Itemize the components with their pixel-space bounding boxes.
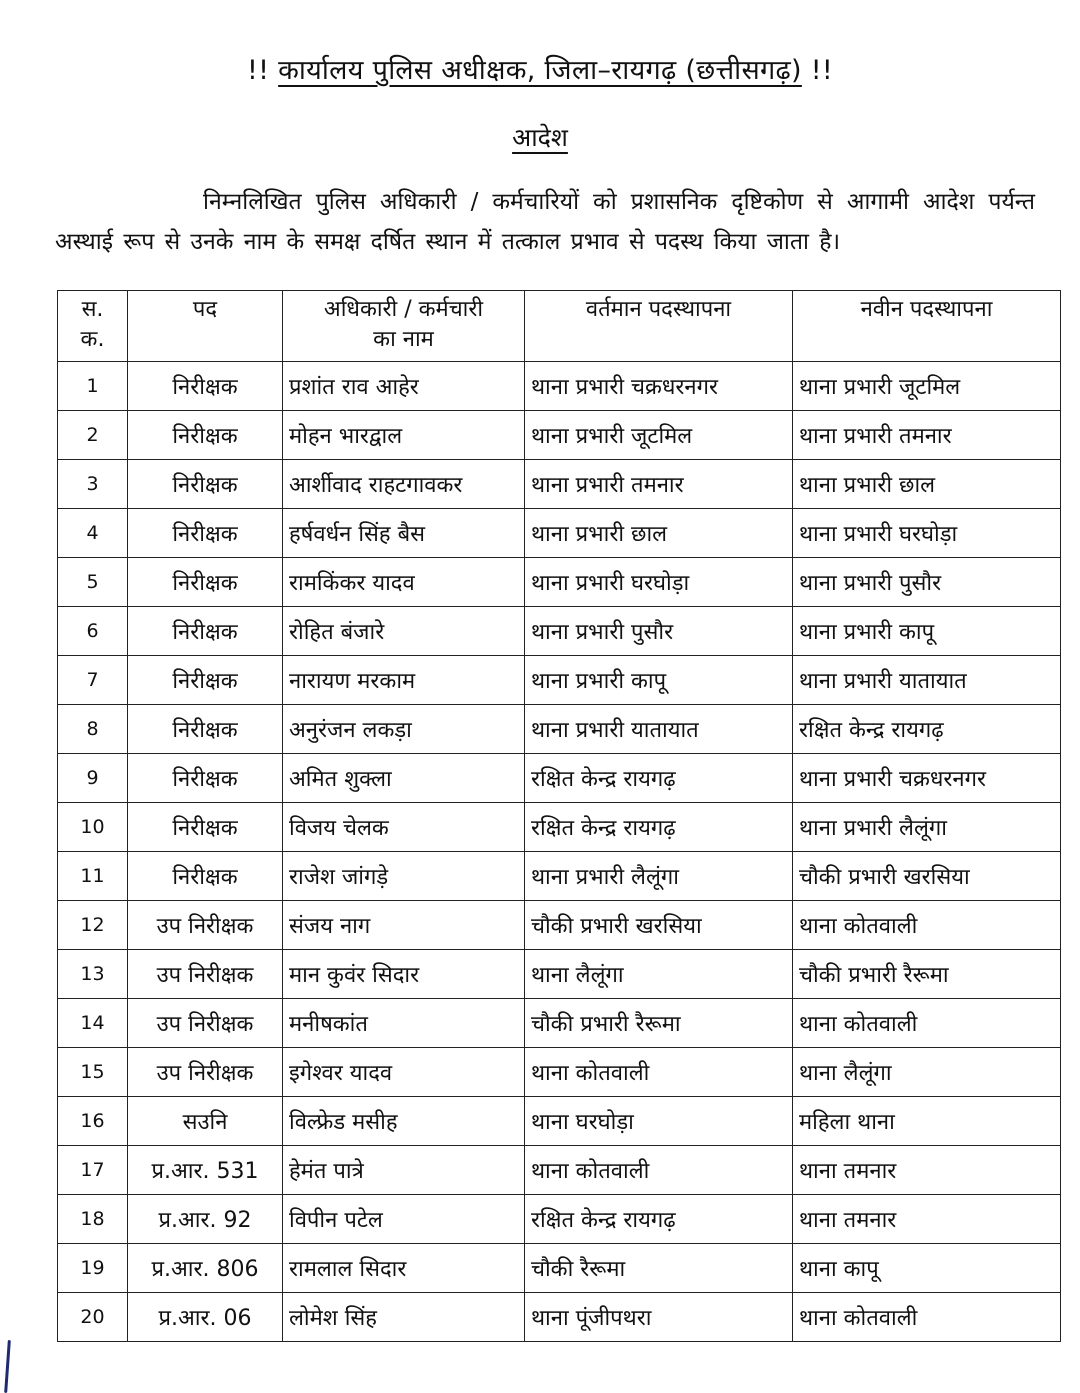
table-row [58,411,1061,460]
cell-current-posting: थाना प्रभारी लैलूंगा [525,852,793,901]
cell-serial: 14 [58,999,128,1048]
cell-post: निरीक्षक [128,705,283,754]
cell-serial: 6 [58,607,128,656]
cell-new-posting: रक्षित केन्द्र रायगढ़ [793,705,1061,754]
header-serial-line2: क. [80,327,105,352]
cell-new-posting: थाना कोतवाली [793,1293,1061,1342]
cell-serial: 3 [58,460,128,509]
cell-current-posting: थाना प्रभारी कापू [525,656,793,705]
heading-prefix: !! [247,55,270,86]
cell-serial: 15 [58,1048,128,1097]
cell-name: राजेश जांगड़े [283,852,525,901]
cell-current-posting: थाना प्रभारी पुसौर [525,607,793,656]
table-row [58,1146,1061,1195]
cell-post: प्र.आर. 806 [128,1244,283,1293]
cell-name: इगेश्वर यादव [283,1048,525,1097]
header-serial-line1: स. [81,297,104,322]
cell-post: प्र.आर. 92 [128,1195,283,1244]
cell-new-posting: थाना तमनार [793,1195,1061,1244]
cell-serial: 5 [58,558,128,607]
cell-post: निरीक्षक [128,754,283,803]
cell-new-posting: थाना कोतवाली [793,901,1061,950]
cell-serial: 4 [58,509,128,558]
cell-post: उप निरीक्षक [128,999,283,1048]
cell-serial: 2 [58,411,128,460]
cell-serial: 17 [58,1146,128,1195]
cell-name: रामलाल सिदार [283,1244,525,1293]
header-current-posting: वर्तमान पदस्थापना [525,291,793,362]
cell-name: रोहित बंजारे [283,607,525,656]
cell-new-posting: थाना प्रभारी कापू [793,607,1061,656]
cell-current-posting: थाना घरघोड़ा [525,1097,793,1146]
cell-name: संजय नाग [283,901,525,950]
table-body [58,362,1061,1342]
header-name-line2: का नाम [373,327,434,352]
cell-serial: 12 [58,901,128,950]
table-row [58,509,1061,558]
table-row [58,1195,1061,1244]
table-row [58,558,1061,607]
cell-post: निरीक्षक [128,362,283,411]
cell-name: रामकिंकर यादव [283,558,525,607]
cell-name: मोहन भारद्वाल [283,411,525,460]
cell-serial: 8 [58,705,128,754]
cell-current-posting: चौकी प्रभारी रैरूमा [525,999,793,1048]
cell-serial: 9 [58,754,128,803]
table-row [58,460,1061,509]
intro-paragraph: निम्नलिखित पुलिस अधिकारी / कर्मचारियों को प्रशासनिक दृष्टिकोण से आगामी आदेश पर्यन्त अस्थाई रूप से उनके नाम के समक्ष दर्षित स्थान में तत्काल प्रभाव से पदस्थ किया जाता है। [55,189,1035,255]
cell-post: उप निरीक्षक [128,1048,283,1097]
pen-margin-mark [4,1340,11,1393]
office-title: कार्यालय पुलिस अधीक्षक, जिला–रायगढ़ (छत्तीसगढ़) [278,55,802,86]
table-row [58,656,1061,705]
cell-current-posting: थाना प्रभारी चक्रधरनगर [525,362,793,411]
cell-new-posting: थाना प्रभारी चक्रधरनगर [793,754,1061,803]
cell-current-posting: थाना कोतवाली [525,1048,793,1097]
cell-current-posting: रक्षित केन्द्र रायगढ़ [525,754,793,803]
table-row [58,999,1061,1048]
cell-post: सउनि [128,1097,283,1146]
cell-current-posting: चौकी प्रभारी खरसिया [525,901,793,950]
cell-new-posting: थाना प्रभारी छाल [793,460,1061,509]
cell-current-posting: थाना प्रभारी जूटमिल [525,411,793,460]
cell-new-posting: थाना कोतवाली [793,999,1061,1048]
header-name-line1: अधिकारी / कर्मचारी [323,297,484,322]
cell-new-posting: थाना प्रभारी घरघोड़ा [793,509,1061,558]
header-serial [58,291,128,362]
cell-serial: 7 [58,656,128,705]
cell-post: निरीक्षक [128,411,283,460]
cell-post: निरीक्षक [128,460,283,509]
cell-name: हेमंत पात्रे [283,1146,525,1195]
cell-serial: 19 [58,1244,128,1293]
cell-post: निरीक्षक [128,852,283,901]
table-row [58,362,1061,411]
table-row [58,950,1061,999]
table-row [58,803,1061,852]
cell-current-posting: थाना कोतवाली [525,1146,793,1195]
cell-name: विपीन पटेल [283,1195,525,1244]
table-row [58,1097,1061,1146]
cell-current-posting: थाना प्रभारी घरघोड़ा [525,558,793,607]
order-title: आदेश [512,123,568,152]
cell-new-posting: महिला थाना [793,1097,1061,1146]
transfer-table [57,290,1061,1342]
cell-post: निरीक्षक [128,607,283,656]
cell-name: मान कुवंर सिदार [283,950,525,999]
cell-post: प्र.आर. 531 [128,1146,283,1195]
cell-post: उप निरीक्षक [128,901,283,950]
table-row [58,705,1061,754]
table-row [58,1293,1061,1342]
cell-new-posting: चौकी प्रभारी खरसिया [793,852,1061,901]
cell-post: उप निरीक्षक [128,950,283,999]
cell-new-posting: थाना लैलूंगा [793,1048,1061,1097]
cell-post: निरीक्षक [128,803,283,852]
table-header-row [58,291,1061,362]
cell-serial: 16 [58,1097,128,1146]
header-name [283,291,525,362]
cell-new-posting: थाना कापू [793,1244,1061,1293]
cell-name: अमित शुक्ला [283,754,525,803]
cell-current-posting: थाना प्रभारी छाल [525,509,793,558]
cell-name: मनीषकांत [283,999,525,1048]
cell-current-posting: थाना लैलूंगा [525,950,793,999]
cell-new-posting: थाना प्रभारी यातायात [793,656,1061,705]
cell-name: विजय चेलक [283,803,525,852]
cell-name: आर्शीवाद राहटगावकर [283,460,525,509]
cell-post: निरीक्षक [128,509,283,558]
header-new-posting: नवीन पदस्थापना [793,291,1061,362]
cell-name: विल्फ्रेड मसीह [283,1097,525,1146]
header-post: पद [128,291,283,362]
cell-name: लोमेश सिंह [283,1293,525,1342]
table-row [58,754,1061,803]
cell-post: निरीक्षक [128,656,283,705]
cell-name: अनुरंजन लकड़ा [283,705,525,754]
cell-new-posting: थाना प्रभारी तमनार [793,411,1061,460]
table-row [58,1244,1061,1293]
cell-name: हर्षवर्धन सिंह बैस [283,509,525,558]
table-row [58,1048,1061,1097]
heading-suffix: !! [810,55,833,86]
table-row [58,901,1061,950]
cell-serial: 10 [58,803,128,852]
cell-current-posting: चौकी रैरूमा [525,1244,793,1293]
cell-serial: 20 [58,1293,128,1342]
cell-post: प्र.आर. 06 [128,1293,283,1342]
cell-new-posting: थाना प्रभारी लैलूंगा [793,803,1061,852]
cell-post: निरीक्षक [128,558,283,607]
cell-serial: 13 [58,950,128,999]
cell-current-posting: थाना पूंजीपथरा [525,1293,793,1342]
cell-new-posting: थाना प्रभारी पुसौर [793,558,1061,607]
cell-serial: 11 [58,852,128,901]
cell-new-posting: थाना तमनार [793,1146,1061,1195]
cell-current-posting: थाना प्रभारी यातायात [525,705,793,754]
cell-name: नारायण मरकाम [283,656,525,705]
table-row [58,852,1061,901]
cell-serial: 18 [58,1195,128,1244]
cell-serial: 1 [58,362,128,411]
cell-new-posting: थाना प्रभारी जूटमिल [793,362,1061,411]
office-heading [0,50,1080,87]
table-row [58,607,1061,656]
cell-new-posting: चौकी प्रभारी रैरूमा [793,950,1061,999]
cell-current-posting: थाना प्रभारी तमनार [525,460,793,509]
cell-name: प्रशांत राव आहेर [283,362,525,411]
cell-current-posting: रक्षित केन्द्र रायगढ़ [525,1195,793,1244]
cell-current-posting: रक्षित केन्द्र रायगढ़ [525,803,793,852]
